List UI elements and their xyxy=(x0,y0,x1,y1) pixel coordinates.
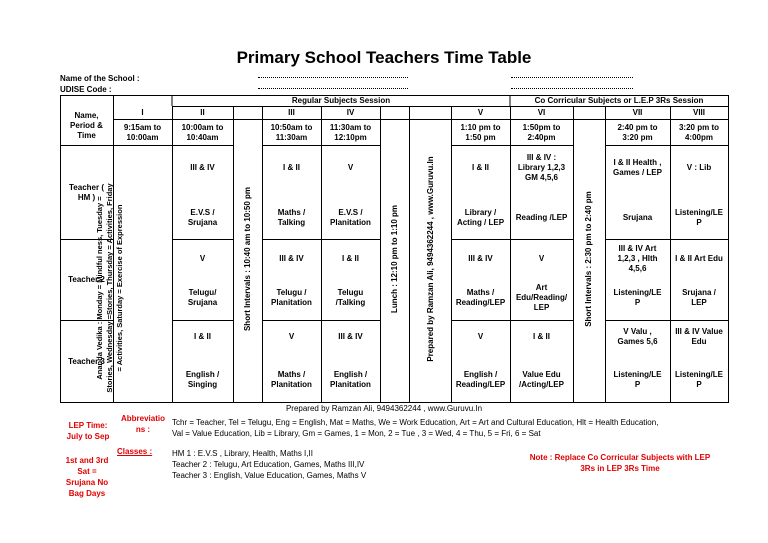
cell-r2-p7-top: III & IV Art 1,2,3 , Hlth 4,5,6 xyxy=(617,243,658,273)
time-4: 11:30am to 12:10pm xyxy=(329,122,372,142)
cell-r3-p2-top: I & II xyxy=(194,332,211,341)
teacher-2-name: Teacher 2 xyxy=(68,275,105,284)
cell-r3-p4-top: III & IV xyxy=(338,332,363,341)
cell-r1-p8-bottom: Listening/LE P xyxy=(675,207,723,227)
name-period-time-header: Name, Period & Time xyxy=(70,110,103,140)
classes-teacher-2: Teacher 2 : Telugu, Art Education, Games, Maths III,IV xyxy=(172,460,365,469)
cell-r2-p8-top: I & II Art Edu xyxy=(675,253,723,263)
cell-r1-p5-top: I & II xyxy=(472,162,489,172)
time-5: 1:10 pm to 1:50 pm xyxy=(460,122,501,142)
school-name-label: Name of the School : xyxy=(60,74,140,83)
cell-r1-p2-top: III & IV xyxy=(190,162,215,172)
time-6: 1:50pm to 2:40pm xyxy=(522,122,561,142)
cell-r1-p8-top: V : Lib xyxy=(686,162,712,172)
cell-r3-p8-bottom: Listening/LE P xyxy=(675,370,723,389)
cell-r1-p6-top: III & IV : Library 1,2,3 GM 4,5,6 xyxy=(517,152,566,182)
regular-session-header: Regular Subjects Session xyxy=(291,95,391,105)
cell-r1-p4-top: V xyxy=(347,162,354,172)
time-3: 10:50am to 11:30am xyxy=(270,122,313,142)
cell-r2-p2-bottom: Telugu/ Srujana xyxy=(187,288,218,307)
cell-r3-p5-bottom: English / Reading/LEP xyxy=(455,370,506,389)
cell-r3-p4-bottom: English / Planitation xyxy=(330,370,371,389)
cell-r1-p6-bottom: Reading /LEP xyxy=(515,212,568,222)
short-interval-2: Short Intervals : 2:30 pm to 2:40 pm xyxy=(584,191,593,327)
abbreviations-line-1: Tchr = Teacher, Tel = Telugu, Eng = English, Mat = Maths, We = Work Education, Art = Art and Cultural Education, Hlt = Health Education, xyxy=(172,418,659,427)
cell-r2-p8-bottom: Srujana / LEP xyxy=(682,288,716,307)
cell-r2-p5-top: III & IV xyxy=(468,253,493,263)
classes-hm: HM 1 : E.V.S , Library, Health, Maths I,II xyxy=(172,449,313,458)
cell-r2-p3-top: III & IV xyxy=(279,253,304,263)
abbreviations-label: Abbreviatio ns : xyxy=(120,414,165,434)
srujana-no-bag-days-note: 1st and 3rd Sat = Srujana No Bag Days xyxy=(65,456,109,498)
classes-teacher-3: Teacher 3 : English, Value Education, Games, Maths V xyxy=(172,471,367,480)
cell-r1-p4-bottom: E.V.S / Planitation xyxy=(330,207,371,227)
cell-r2-p3-bottom: Telugu / Planitation xyxy=(271,288,312,307)
cell-r3-p2-bottom: English / Singing xyxy=(185,370,220,389)
cell-r1-p3-bottom: Maths / Talking xyxy=(277,207,306,227)
teacher-1-name: Teacher ( HM ) xyxy=(69,182,104,202)
cell-r2-p7-bottom: Listening/LE P xyxy=(613,288,662,307)
cell-r1-p2-bottom: E.V.S / Srujana xyxy=(187,207,218,227)
period-1: I xyxy=(141,107,144,117)
period-7: VII xyxy=(632,107,643,117)
cell-r3-p6-top: I & II xyxy=(533,332,550,341)
cell-r3-p3-top: V xyxy=(288,332,295,341)
cell-r2-p2-top: V xyxy=(199,253,206,263)
period-6: VI xyxy=(537,107,546,117)
cell-r1-p5-bottom: Library / Acting / LEP xyxy=(456,207,505,227)
replace-note: Note : Replace Co Corricular Subjects with LEP 3Rs in LEP 3Rs Time xyxy=(529,453,711,473)
cell-r1-p7-bottom: Srujana xyxy=(622,212,653,222)
period-2: II xyxy=(200,107,205,117)
classes-label: Classes : xyxy=(117,447,153,456)
ananda-vedika-note: Ananda Vedika : Monday = Mindful ness, Tuesday = Stories, Wednesday =Stories, Thursday = Activities, Friday = Activities, Saturday = Exercise of Expression xyxy=(95,183,124,393)
cell-r3-p7-bottom: Listening/LE P xyxy=(613,370,662,389)
cell-r2-p4-bottom: Telugu /Talking xyxy=(335,288,366,307)
cell-r3-p3-bottom: Maths / Planitation xyxy=(271,370,312,389)
period-8: VIII xyxy=(692,107,705,117)
udise-label: UDISE Code : xyxy=(60,85,112,94)
cell-r3-p6-bottom: Value Edu /Acting/LEP xyxy=(519,370,564,389)
lep-time-note: LEP Time: July to Sep xyxy=(66,421,110,441)
period-4: IV xyxy=(346,107,355,117)
abbreviations-line-2: Val = Value Education, Lib = Library, Gm = Games, 1 = Mon, 2 = Tue , 3 = Wed, 4 = Thu, 5 = Fri, 6 = Sat xyxy=(172,429,541,438)
prepared-by-footer: Prepared by Ramzan Ali, 9494362244 , www.Guruvu.In xyxy=(285,404,483,413)
cell-r2-p6-bottom: Art Edu/Reading/ LEP xyxy=(515,283,568,312)
lunch-break: Lunch : 12:10 pm to 1:10 pm xyxy=(390,204,399,314)
cell-r3-p7-top: V Valu , Games 5,6 xyxy=(617,327,658,346)
cell-r2-p4-top: I & II xyxy=(342,253,359,263)
cocurricular-session-header: Co Corricular Subjects or L.E.P 3Rs Session xyxy=(534,95,704,105)
cell-r3-p8-top: III & IV Value Edu xyxy=(675,327,723,346)
teacher-3-name: Teacher 3 xyxy=(68,356,105,366)
page-title: Primary School Teachers Time Table xyxy=(236,48,532,67)
cell-r2-p5-bottom: Maths / Reading/LEP xyxy=(455,288,506,307)
short-interval-1: Short Intervals : 10:40 am to 10:50 pm xyxy=(243,186,252,332)
cell-r1-p3-top: I & II xyxy=(283,162,300,172)
period-5: V xyxy=(477,107,484,117)
cell-r3-p5-top: V xyxy=(477,332,484,341)
time-7: 2:40 pm to 3:20 pm xyxy=(617,122,658,142)
cell-r1-p7-top: I & II Health , Games / LEP xyxy=(613,157,662,177)
prepared-by-vertical: Prepared by Ramzan Ali, 9494362244 , www.Guruvu.In xyxy=(426,156,435,362)
time-8: 3:20 pm to 4:00pm xyxy=(678,122,719,142)
time-1: 9:15am to 10:00am xyxy=(123,122,162,142)
time-2: 10:00am to 10:40am xyxy=(181,122,224,142)
cell-r2-p6-top: V xyxy=(538,253,545,263)
period-3: III xyxy=(288,107,295,117)
